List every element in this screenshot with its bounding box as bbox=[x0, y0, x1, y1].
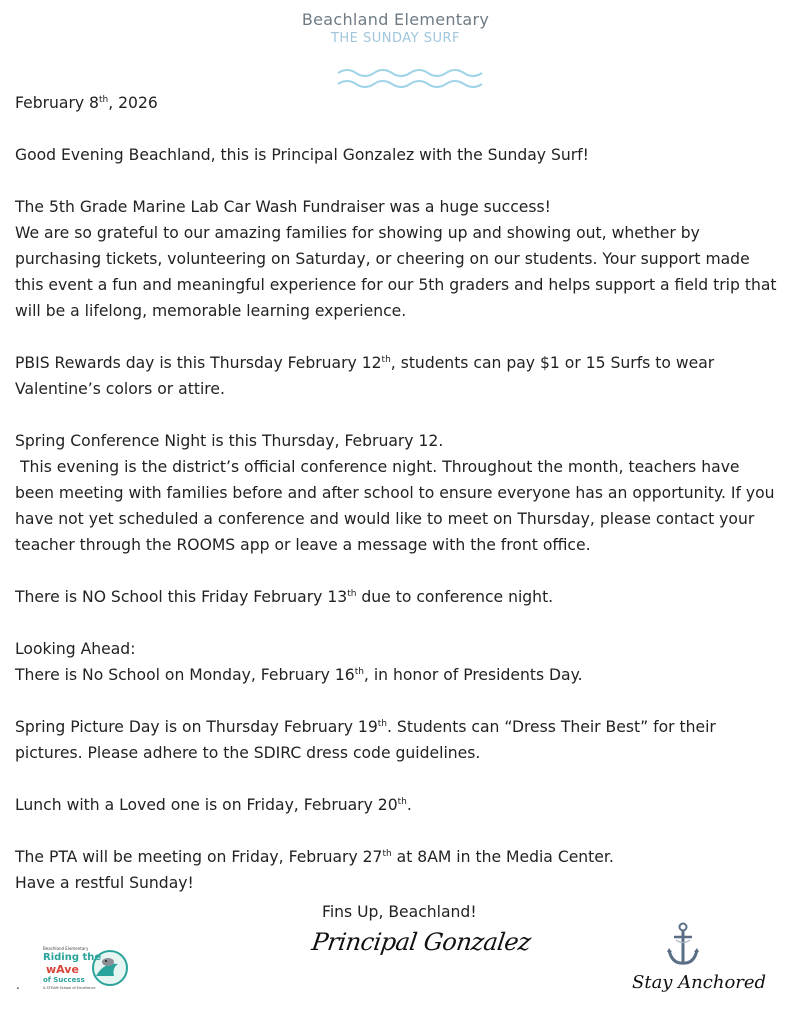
letter-body bbox=[15, 90, 780, 896]
carwash-section bbox=[15, 194, 780, 324]
logo-wave-text: wAve bbox=[46, 963, 79, 976]
pta-section: The PTA will be meeting on Friday, February 27th at 8AM in the Media Center. Have a restful Sunday! bbox=[15, 848, 614, 892]
looking-ahead-title: Looking Ahead: bbox=[15, 640, 136, 658]
closing-line: Fins Up, Beachland! bbox=[322, 903, 477, 921]
footer-mark: . bbox=[16, 978, 20, 992]
conference-section bbox=[15, 428, 780, 558]
letter-date: February 8th, 2026 bbox=[15, 94, 158, 112]
logo-school-text: Beachland Elementary bbox=[43, 946, 89, 951]
conference-headline: Spring Conference Night is this Thursday, February 12. bbox=[15, 432, 444, 450]
anchor-icon bbox=[666, 922, 700, 968]
no-school-section: There is NO School this Friday February 13th due to conference night. bbox=[15, 588, 554, 606]
stay-anchored-motto: Stay Anchored bbox=[632, 972, 767, 993]
principal-signature: Principal Gonzalez bbox=[310, 928, 533, 956]
letterhead bbox=[0, 10, 791, 46]
school-name: Beachland Elementary bbox=[301, 10, 490, 29]
logo-tagline-text: A STEAM School of Excellence bbox=[43, 986, 96, 990]
looking-ahead-section: Looking Ahead: There is No School on Monday, February 16th, in honor of Presidents Day. bbox=[15, 640, 583, 684]
logo-riding-text: Riding the bbox=[43, 952, 102, 963]
conference-body: This evening is the district’s official conference night. Throughout the month, teachers have been meeting with families before and after school to ensure everyone has an opportunity. If you have not yet scheduled a conference and would like to meet on Thursday, please contact your teacher through the ROOMS app or leave a message with the front office. bbox=[15, 458, 780, 554]
wave-decoration-icon bbox=[336, 66, 491, 92]
logo-success-text: of Success bbox=[43, 976, 85, 984]
rest-line: Have a restful Sunday! bbox=[15, 874, 194, 892]
lunch-section: Lunch with a Loved one is on Friday, February 20th. bbox=[15, 796, 412, 814]
carwash-body: We are so grateful to our amazing families for showing up and showing out, whether by purchasing tickets, volunteering on Saturday, or cheering on our students. Your support made this event a fun and meaningful experience for our 5th graders and helps support a field trip that will be a lifelong, memorable learning experience. bbox=[15, 224, 777, 320]
pbis-section: PBIS Rewards day is this Thursday February 12th, students can pay $1 or 15 Surfs to wear Valentine’s colors or attire. bbox=[15, 354, 715, 398]
carwash-headline: The 5th Grade Marine Lab Car Wash Fundraiser was a huge success! bbox=[15, 198, 551, 216]
newsletter-title: THE SUNDAY SURF bbox=[330, 31, 461, 46]
riding-the-wave-logo bbox=[40, 942, 132, 996]
picture-day-section: Spring Picture Day is on Thursday February 19th. Students can “Dress Their Best” for their pictures. Please adhere to the SDIRC dress code guidelines. bbox=[15, 718, 716, 762]
greeting: Good Evening Beachland, this is Principal Gonzalez with the Sunday Surf! bbox=[15, 146, 589, 164]
